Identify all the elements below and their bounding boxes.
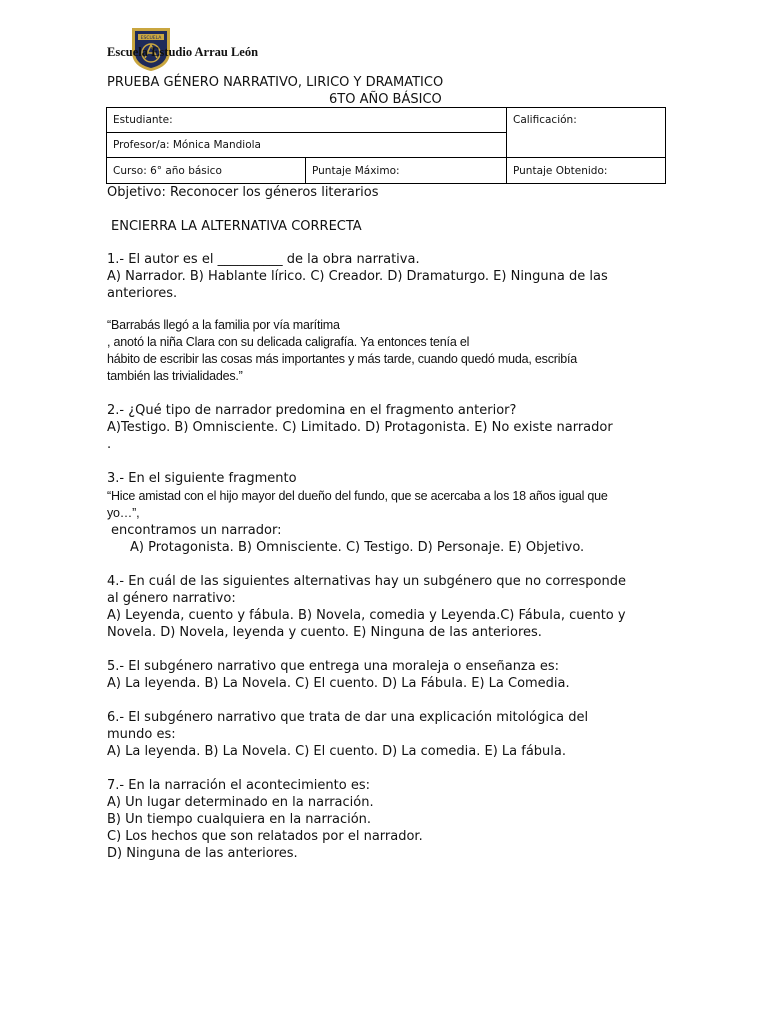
school-name: Escuela Estudio Arrau León — [107, 45, 259, 59]
question-2-options-cont: . — [107, 437, 112, 452]
instruction-heading: ENCIERRA LA ALTERNATIVA CORRECTA — [111, 219, 362, 234]
svg-text:ESCUELA: ESCUELA — [140, 36, 162, 41]
question-2-options: A)Testigo. B) Omnisciente. C) Limitado. D) Protagonista. E) No existe narrador — [107, 420, 613, 435]
question-5-stem: 5.- El subgénero narrativo que entrega una moraleja o enseñanza es: — [107, 659, 560, 674]
question-1-options-cont: anteriores. — [107, 286, 178, 301]
objective-text: Objetivo: Reconocer los géneros literarios — [107, 185, 379, 200]
student-field[interactable]: Estudiante: — [107, 108, 507, 133]
question-2 — [107, 402, 613, 453]
excerpt-1 — [107, 317, 577, 385]
excerpt-1-line: , anotó la niña Clara con su delicada caligrafía. Ya entonces tenía el — [107, 335, 470, 349]
question-4 — [107, 573, 626, 641]
excerpt-2-line: “Hice amistad con el hijo mayor del dueño del fundo, que se acercaba a los 18 años igual que — [107, 489, 608, 503]
exam-title: PRUEBA GÉNERO NARRATIVO, LIRICO Y DRAMATICO — [107, 75, 444, 90]
question-7 — [107, 777, 423, 862]
question-7-option-d: D) Ninguna de las anteriores. — [107, 846, 298, 861]
question-5 — [107, 658, 570, 692]
question-4-options: A) Leyenda, cuento y fábula. B) Novela, comedia y Leyenda.C) Fábula, cuento y — [107, 608, 626, 623]
question-7-stem: 7.- En la narración el acontecimiento es: — [107, 778, 370, 793]
teacher-field: Profesor/a: Mónica Mandiola — [107, 133, 507, 158]
question-3-stem: 3.- En el siguiente fragmento — [107, 471, 297, 486]
question-7-option-c: C) Los hechos que son relatados por el narrador. — [107, 829, 423, 844]
exam-subtitle: 6TO AÑO BÁSICO — [329, 92, 442, 107]
obtained-score-field[interactable]: Puntaje Obtenido: — [507, 158, 666, 184]
question-4-stem: 4.- En cuál de las siguientes alternativas hay un subgénero que no corresponde — [107, 574, 626, 589]
question-5-options: A) La leyenda. B) La Novela. C) El cuento. D) La Fábula. E) La Comedia. — [107, 676, 570, 691]
question-7-option-b: B) Un tiempo cualquiera en la narración. — [107, 812, 372, 827]
question-6 — [107, 709, 588, 760]
question-3-options: A) Protagonista. B) Omnisciente. C) Testigo. D) Personaje. E) Objetivo. — [130, 540, 585, 555]
excerpt-1-line: también las trivialidades.” — [107, 369, 243, 383]
question-2-stem: 2.- ¿Qué tipo de narrador predomina en el fragmento anterior? — [107, 403, 517, 418]
question-4-stem-cont: al género narrativo: — [107, 591, 236, 606]
question-1-options: A) Narrador. B) Hablante lírico. C) Creador. D) Dramaturgo. E) Ninguna de las — [107, 269, 608, 284]
question-1-stem: 1.- El autor es el __________ de la obra narrativa. — [107, 252, 420, 267]
excerpt-1-line: hábito de escribir las cosas más importantes y más tarde, cuando quedó muda, escribía — [107, 352, 578, 366]
question-6-options: A) La leyenda. B) La Novela. C) El cuento. D) La comedia. E) La fábula. — [107, 744, 567, 759]
question-6-stem: 6.- El subgénero narrativo que trata de dar una explicación mitológica del — [107, 710, 589, 725]
question-3-prompt: encontramos un narrador: — [111, 523, 282, 538]
question-4-options-cont: Novela. D) Novela, leyenda y cuento. E) Ninguna de las anteriores. — [107, 625, 542, 640]
question-1 — [107, 251, 608, 302]
course-field: Curso: 6° año básico — [107, 158, 306, 184]
max-score-field[interactable]: Puntaje Máximo: — [306, 158, 507, 184]
grade-field[interactable]: Calificación: — [507, 108, 666, 158]
student-info-table — [106, 107, 666, 184]
excerpt-2 — [107, 488, 608, 522]
excerpt-2-line: yo…”, — [107, 506, 140, 520]
excerpt-1-line: “Barrabás llegó a la familia por vía marítima — [107, 318, 340, 332]
question-6-stem-cont: mundo es: — [107, 727, 176, 742]
question-7-option-a: A) Un lugar determinado en la narración. — [107, 795, 374, 810]
